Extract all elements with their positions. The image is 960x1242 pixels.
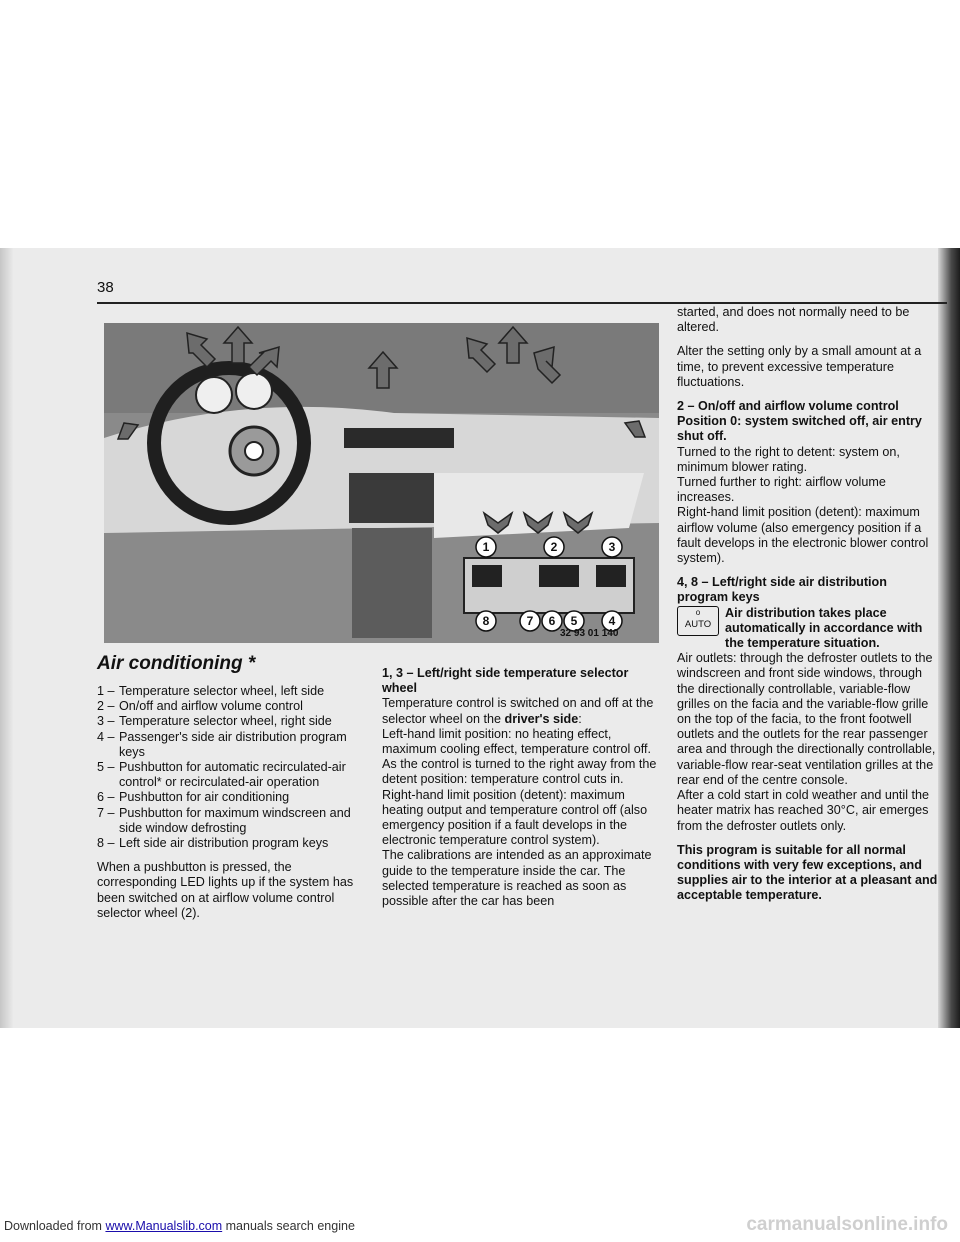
page-right-edge (938, 248, 960, 1028)
footer (0, 1214, 960, 1242)
col3-continuation: started, and does not normally need to be altered. (677, 305, 910, 335)
manualslib-link[interactable]: www.Manualslib.com (105, 1219, 223, 1233)
auto-row (677, 606, 939, 652)
radio-unit (349, 473, 434, 523)
center-vents (344, 428, 454, 448)
col3-setting-advice: Alter the setting only by a small amount at a time, to prevent excessive temperature fluctuations. (677, 344, 922, 389)
speedometer (196, 377, 232, 413)
right-temp-wheel (596, 565, 626, 587)
temperature-column (382, 666, 660, 909)
temperature-heading: 1, 3 – Left/right side temperature selector wheel (382, 666, 629, 696)
watermark: carmanualsonline.info (746, 1214, 948, 1235)
section-title: Air conditioning * (97, 653, 256, 674)
bmw-logo (245, 442, 263, 460)
callout-1: 1 (482, 540, 490, 554)
legend-item: 2 – On/off and airflow volume control (97, 699, 303, 714)
legend-item: 6 – Pushbutton for air conditioning (97, 790, 290, 805)
airflow-column (677, 305, 939, 904)
airflow-heading: 2 – On/off and airflow volume control (677, 399, 899, 414)
legend-item: 8 – Left side air distribution program keys (97, 836, 329, 851)
figure-code: 32 93 01 140 (560, 628, 619, 639)
callout-3: 3 (608, 540, 616, 554)
temperature-turned-right: As the control is turned to the right away from the detent position: temperature control cuts in. (382, 757, 657, 787)
callout-5: 5 (570, 614, 578, 628)
legend-item: 7 – Pushbutton for maximum windscreen and side window defrosting (97, 805, 351, 835)
callout-4: 4 (608, 614, 616, 628)
center-console (352, 528, 432, 638)
auto-description: Air distribution takes place automatically in accordance with the temperature situation. (725, 605, 923, 651)
temperature-intro: Temperature control is switched on and off at the selector wheel on the driver's side: (382, 696, 654, 726)
callout-6: 6 (548, 614, 556, 628)
program-keys-heading: 4, 8 – Left/right side air distribution program keys (677, 575, 887, 605)
header-rule (97, 302, 947, 304)
air-outlets-text: Air outlets: through the defroster outlets to the windscreen and front side windows, through the directionally controllable, variable-flow grilles on the facia and the variable-flow grille on the top of the facia, to the front footwell outlets and the outlets for the rear passenger area and through the directionally controllable, variable-flow rear-seat ventilation grilles at the rear end of the centre console. (677, 651, 936, 787)
callout-7: 7 (526, 614, 534, 628)
legend-item: 3 – Temperature selector wheel, right side (97, 714, 332, 729)
temperature-left-limit: Left-hand limit position: no heating effect, maximum cooling effect, temperature control off. (382, 726, 652, 757)
page-left-edge (0, 248, 14, 1028)
auto-key-icon: o AUTO (677, 606, 719, 636)
legend-column (97, 684, 367, 921)
download-source: Downloaded from www.Manualslib.com manuals search engine (4, 1219, 355, 1233)
pushbutton-note: When a pushbutton is pressed, the corresponding LED lights up if the system has been switched on at airflow volume control selector wheel (2). (97, 860, 354, 920)
right-limit-text: Right-hand limit position (detent): maximum airflow volume (also emergency position if a fault develops in the electronic blower control system). (677, 505, 929, 566)
top-margin (0, 0, 960, 248)
callout-2: 2 (550, 540, 558, 554)
position-zero: Position 0: system switched off, air entry shut off. (677, 414, 922, 444)
detent-text: Turned to the right to detent: system on, minimum blower rating. (677, 444, 900, 474)
dashboard-illustration (104, 323, 659, 643)
legend-item: 1 – Temperature selector wheel, left side (97, 684, 325, 698)
temperature-calibration: The calibrations are intended as an approximate guide to the temperature inside the car. The selected temperature is reached as soon as possible after the car has been (382, 848, 652, 909)
program-summary: This program is suitable for all normal conditions with very few exceptions, and supplies air to the interior at a pleasant and acceptable temperature. (677, 842, 938, 903)
legend-item: 4 – Passenger's side air distribution program keys (97, 729, 347, 759)
cold-start-text: After a cold start in cold weather and until the heater matrix has reached 30°C, air emerges from the defroster outlets only. (677, 788, 930, 833)
blower-wheel (539, 565, 579, 587)
tachometer (236, 373, 272, 409)
further-right-text: Turned further to right: airflow volume increases. (677, 475, 886, 505)
legend-item: 5 – Pushbutton for automatic recirculated-air control* or recirculated-air operation (97, 760, 346, 790)
temperature-right-limit: Right-hand limit position (detent): maximum heating output and temperature control off (also emergency position if a fault develops in the electronic temperature control system). (382, 787, 648, 848)
page-number: 38 (97, 279, 114, 296)
callout-8: 8 (482, 614, 490, 628)
left-temp-wheel (472, 565, 502, 587)
